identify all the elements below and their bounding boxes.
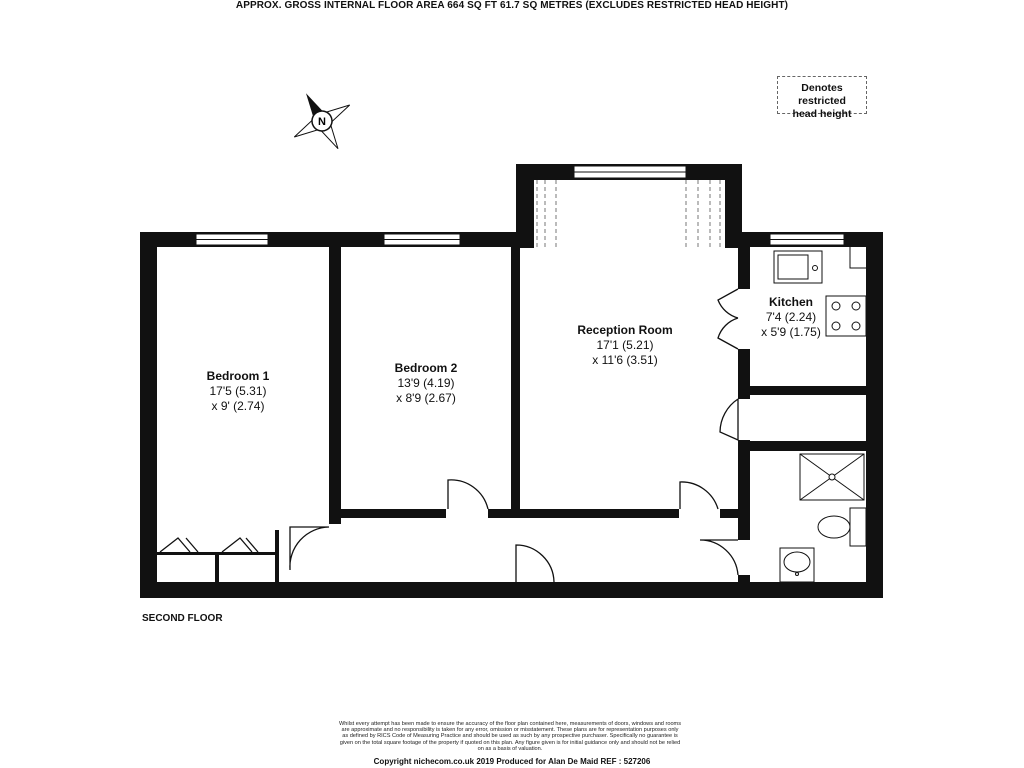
room-dimension: x 11'6 (3.51) <box>592 353 658 367</box>
legend-line-2: head height <box>792 108 852 120</box>
room-label-kitchen <box>752 295 830 340</box>
kitchen-hob-icon <box>826 296 866 336</box>
floor-area-heading: APPROX. GROSS INTERNAL FLOOR AREA 664 SQ FT 61.7 SQ METRES (EXCLUDES RESTRICTED HEAD HEIGHT) <box>235 0 789 11</box>
room-name: Bedroom 1 <box>206 369 270 383</box>
room-label-reception-room <box>560 323 690 368</box>
room-dimension: x 9' (2.74) <box>211 399 265 413</box>
room-dimension: 13'9 (4.19) <box>397 376 455 390</box>
disclaimer-text <box>290 721 730 752</box>
compass-north-label: N <box>318 116 326 128</box>
disclaimer-line: Whilst every attempt has been made to ensure the accuracy of the floor plan contained here, measurements of doors, windows and rooms <box>338 721 682 727</box>
restricted-height-lines <box>537 180 720 247</box>
disclaimer-line: given on the total square footage of the property if quoted on this plan. Any figure given is for initial guidance only and should not be relied <box>339 739 681 746</box>
room-name: Bedroom 2 <box>394 361 458 375</box>
room-name: Kitchen <box>768 295 813 309</box>
room-dimension: 7'4 (2.24) <box>765 310 817 324</box>
kitchen-counter <box>850 247 866 268</box>
disclaimer-line: on as a basis of valuation. <box>477 745 543 752</box>
copyright-text: Copyright nichecom.co.uk 2019 Produced for Alan De Maid REF : 527206 <box>373 757 651 766</box>
disclaimer-line: as defined by RICS Code of Measuring Practice and should be used as such by any prospective purchaser. Specifically no guarantee is <box>342 733 678 740</box>
room-label-bedroom-1 <box>188 369 288 414</box>
room-dimension: 17'1 (5.21) <box>596 338 654 352</box>
room-label-bedroom-2 <box>374 361 478 406</box>
disclaimer-line: are approximate and no responsibility is taken for any error, omission or misstatement. These plans are for representation purposes only <box>341 727 679 734</box>
room-name: Reception Room <box>577 323 673 337</box>
legend-line-1: Denotes restricted <box>798 82 846 107</box>
room-dimension: x 5'9 (1.75) <box>761 325 821 339</box>
toilet-icon <box>818 508 866 546</box>
floor-label: SECOND FLOOR <box>142 613 223 624</box>
room-dimension: x 8'9 (2.67) <box>396 391 456 405</box>
washbasin-icon <box>780 548 814 582</box>
shower-tray-icon <box>800 454 864 500</box>
kitchen-sink-icon <box>774 251 822 283</box>
room-dimension: 17'5 (5.31) <box>209 384 267 398</box>
compass-icon <box>278 77 365 164</box>
